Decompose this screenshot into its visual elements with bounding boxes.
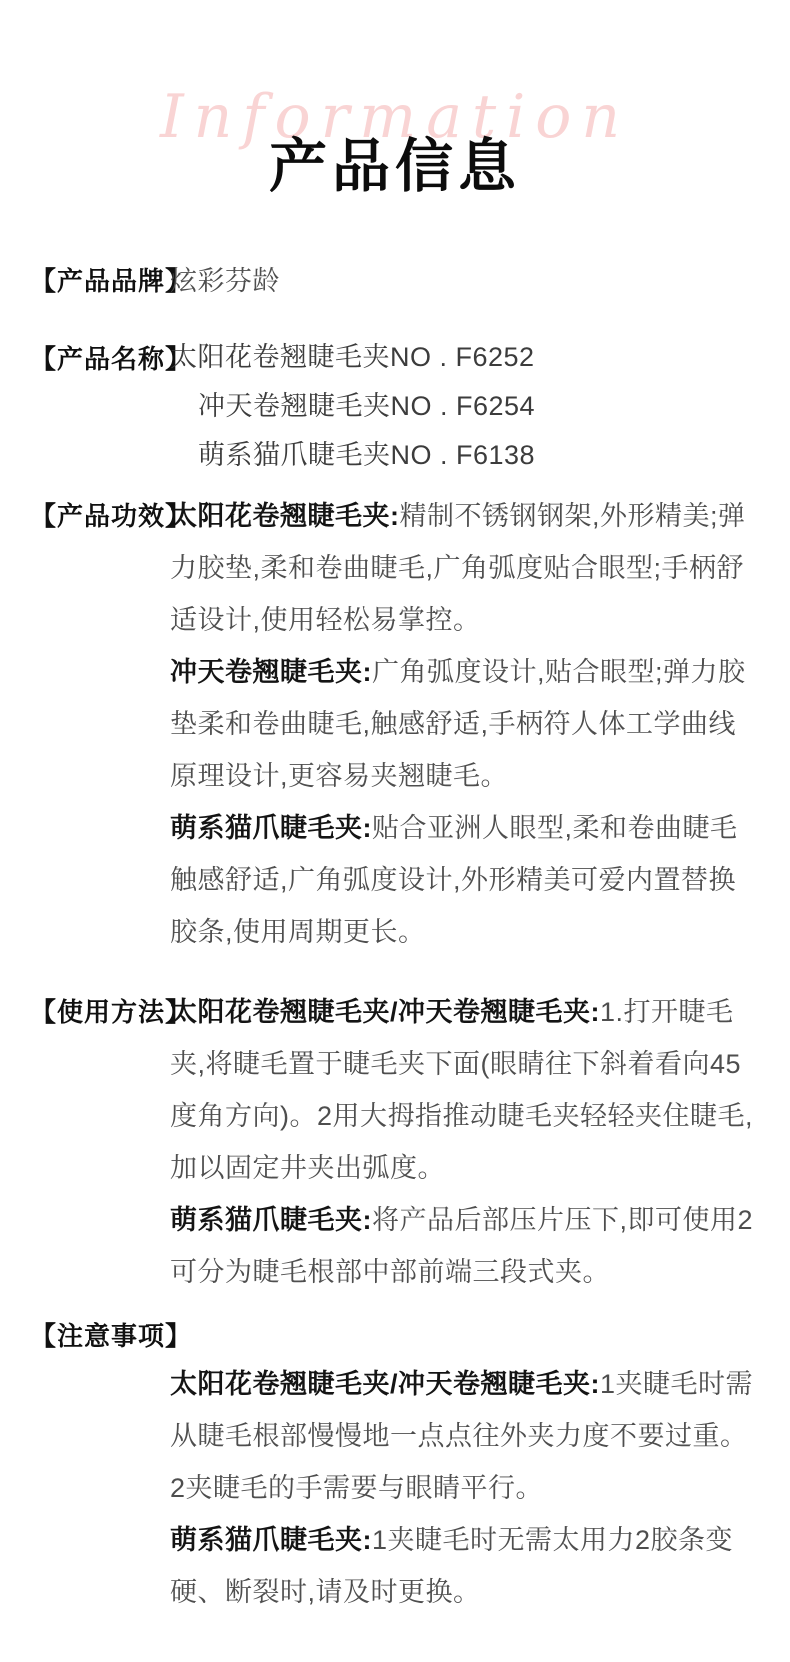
section-label: 【产品功效】 — [30, 500, 193, 531]
paragraph-text: 广角弧度设计,贴合眼型;弹力胶垫柔和卷曲睫毛,触感舒适,手柄符人体工学曲线原理设计,更容易夹翘睫毛。 — [170, 656, 746, 791]
decorative-script-text: Information — [159, 82, 631, 152]
page-header — [0, 0, 790, 199]
paragraph-text: 1.打开睫毛夹,将睫毛置于睫毛夹下面(眼睛往下斜着看向45度角方向)。2用大拇指推动睫毛夹轻轻夹住睫毛,加以固定井夹出弧度。 — [170, 996, 754, 1183]
paragraph-text: 精制不锈钢钢架,外形精美;弹力胶垫,柔和卷曲睫毛,广角弧度贴合眼型;手柄舒适设计,使用轻松易掌控。 — [170, 500, 746, 635]
section-label: 【产品品牌】 — [30, 265, 193, 296]
section-content — [170, 490, 760, 958]
product-name-line: 冲天卷翘睫毛夹NO . F6254 — [198, 390, 536, 421]
product-name-prefix: 太阳花卷翘睫毛夹/冲天卷翘睫毛夹: — [170, 1368, 600, 1399]
section-content — [170, 333, 760, 480]
product-name-prefix: 萌系猫爪睫毛夹: — [170, 1524, 372, 1555]
info-section — [30, 333, 760, 480]
section-label: 【注意事项】 — [30, 1320, 193, 1351]
section-paragraph — [170, 1194, 760, 1298]
section-paragraph — [170, 255, 760, 307]
info-sections — [0, 255, 790, 1618]
info-section — [30, 986, 760, 1298]
paragraph-text: 贴合亚洲人眼型,柔和卷曲睫毛触感舒适,广角弧度设计,外形精美可爱内置替换胶条,使用周期更长。 — [170, 812, 738, 947]
section-paragraph — [170, 802, 760, 958]
section-content — [170, 1358, 760, 1618]
info-section — [30, 1314, 760, 1618]
paragraph-text: 将产品后部压片压下,即可使用2可分为睫毛根部中部前端三段式夹。 — [170, 1204, 754, 1287]
product-name-prefix: 太阳花卷翘睫毛夹/冲天卷翘睫毛夹: — [170, 996, 600, 1027]
info-section — [30, 255, 760, 307]
product-name-prefix: 太阳花卷翘睫毛夹: — [170, 500, 400, 531]
section-content — [170, 255, 760, 307]
section-paragraph — [170, 986, 760, 1194]
paragraph-text: 1夹睫毛时无需太用力2胶条变硬、断裂时,请及时更换。 — [170, 1524, 734, 1607]
section-paragraph — [170, 1358, 760, 1514]
section-paragraph — [170, 490, 760, 646]
product-name-prefix: 萌系猫爪睫毛夹: — [170, 1204, 372, 1235]
section-label: 【产品名称】 — [30, 343, 193, 374]
section-paragraph — [170, 1514, 760, 1618]
info-section — [30, 490, 760, 958]
paragraph-text: 1夹睫毛时需从睫毛根部慢慢地一点点往外夹力度不要过重。2夹睫毛的手需要与眼睛平行。 — [170, 1368, 754, 1503]
paragraph-text: 炫彩芬龄 — [170, 265, 280, 296]
product-name-prefix: 冲天卷翘睫毛夹: — [170, 656, 372, 687]
section-paragraph — [170, 646, 760, 802]
section-content — [170, 986, 760, 1298]
section-label: 【使用方法】 — [30, 996, 193, 1027]
product-name-line: 太阳花卷翘睫毛夹NO . F6252 — [170, 341, 535, 372]
product-name-line: 萌系猫爪睫毛夹NO . F6138 — [198, 439, 536, 470]
product-name-prefix: 萌系猫爪睫毛夹: — [170, 812, 372, 843]
page-title: 产品信息 — [268, 134, 521, 200]
